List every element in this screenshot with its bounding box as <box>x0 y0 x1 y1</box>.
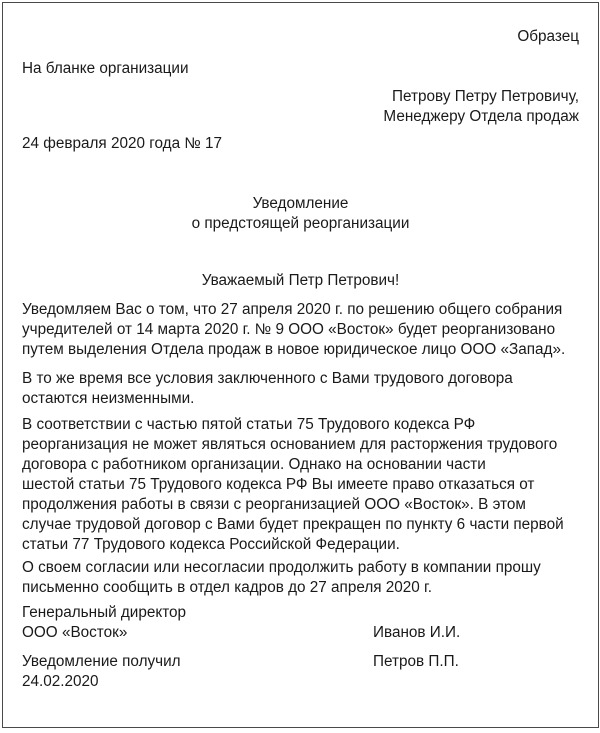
text-line: О своем согласии или несогласии продолжить работу в компании прошу <box>22 559 541 576</box>
text-line: учредителей от 14 марта 2020 г. № 9 ООО «Восток» будет реорганизовано <box>22 321 556 338</box>
text-line: В соответствии с частью пятой статьи 75 Трудового кодекса РФ <box>22 416 476 433</box>
receipt-name: Петров П.П. <box>373 653 459 670</box>
text-line: путем выделения Отдела продаж в новое юридическое лицо ООО «Запад». <box>22 341 566 358</box>
text-line: продолжения работы в связи с реорганизацией ООО «Восток». В этом <box>22 496 526 513</box>
signatory-name: Иванов И.И. <box>373 624 461 641</box>
document-subtitle: о предстоящей реорганизации <box>191 215 410 232</box>
text-line: договора с работником организации. Однако на основании части <box>22 456 486 473</box>
paragraph-legal-basis <box>22 415 579 555</box>
text-line: случае трудовой договор с Вами будет прекращен по пункту 6 части первой <box>22 516 564 533</box>
paragraph-response-request <box>22 558 579 598</box>
document-title: Уведомление <box>252 195 349 212</box>
paragraph-reorganization <box>22 300 579 360</box>
text-line: остаются неизменными. <box>22 390 195 407</box>
text-line: письменно сообщить в отдел кадров до 27 апреля 2020 г. <box>22 579 433 596</box>
salutation: Уважаемый Петр Петрович! <box>201 272 400 289</box>
receipt-label: Уведомление получил <box>22 653 181 670</box>
signatory-position: Генеральный директор <box>22 604 187 621</box>
receipt-date: 24.02.2020 <box>22 673 99 690</box>
sample-label: Образец <box>517 28 579 45</box>
text-line: В то же время все условия заключенного с Вами трудового договора <box>22 370 513 387</box>
signatory-organization: ООО «Восток» <box>22 624 128 641</box>
text-line: шестой статьи 75 Трудового кодекса РФ Вы имеете право отказаться от <box>22 476 535 493</box>
text-line: Уведомляем Вас о том, что 27 апреля 2020 г. по решению общего собрания <box>22 301 563 318</box>
addressee-position: Менеджеру Отдела продаж <box>383 108 579 125</box>
text-line: статьи 77 Трудового кодекса Российской Федерации. <box>22 536 400 553</box>
notice-document <box>2 2 599 728</box>
letterhead-note: На бланке организации <box>22 60 189 77</box>
addressee-name: Петрову Петру Петровичу, <box>392 88 579 105</box>
paragraph-conditions <box>22 369 579 409</box>
date-and-number: 24 февраля 2020 года № 17 <box>22 135 223 152</box>
text-line: реорганизация не может являться основанием для расторжения трудового <box>22 436 558 453</box>
